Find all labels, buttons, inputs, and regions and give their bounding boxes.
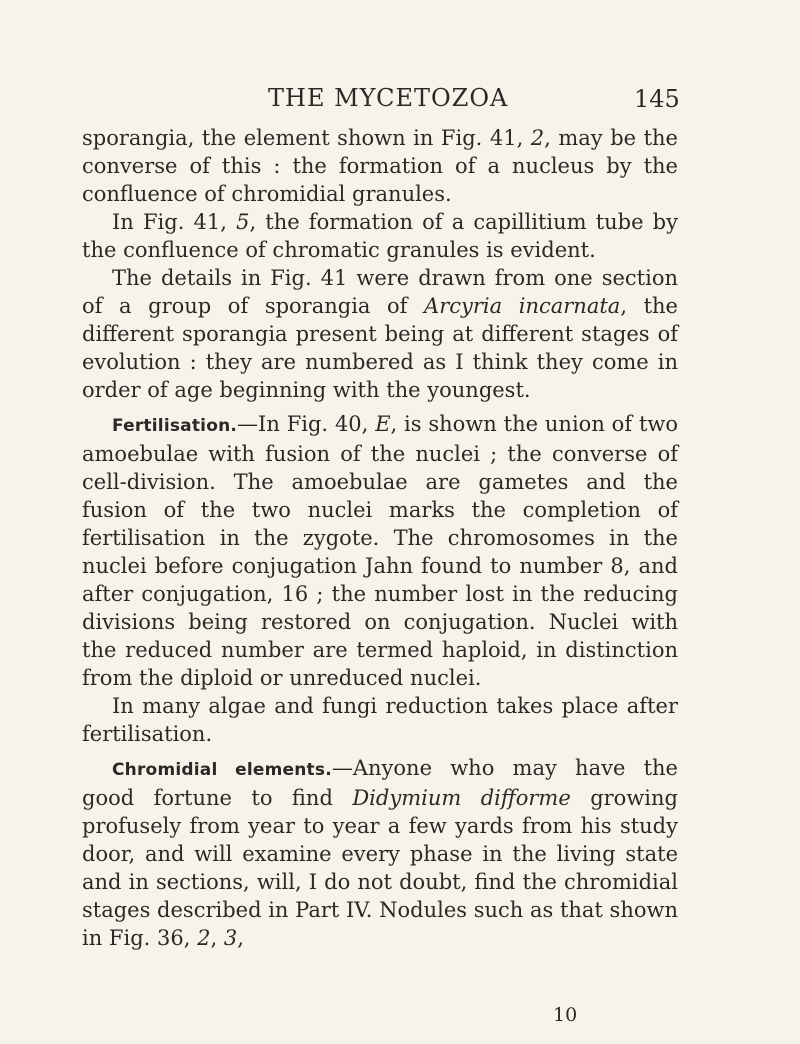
text-run: , is shown the union of two amoebulae with fusion of the nuclei ; the converse of cell-division. The amoebulae are gametes and the fusion of the two nuclei marks the completion of fertilisation in the zygote. The chromosomes in the nuclei before conjugation Jahn found to number 8, and after conjugation, 16 ; the number lost in the reducing divisions being restored on conjugation. Nuclei with the reduced number are termed haploid, in distinction from the diploid or unreduced nuclei. (82, 412, 678, 690)
text-run: , (210, 926, 224, 950)
text-run: —In Fig. 40, (237, 412, 376, 436)
paragraph-chromidial-elements (82, 754, 678, 952)
italic-species-name: Arcyria incarnata (424, 294, 621, 318)
text-run: sporangia, the element shown in Fig. 41, (82, 126, 531, 150)
text-run: —Anyone who may have the good fortune to find (82, 756, 678, 810)
italic-figure-ref: 2 (530, 126, 545, 150)
paragraph-capillitium (82, 208, 678, 264)
paragraph-figure-details (82, 264, 678, 404)
text-run: In many algae and fungi reduction takes place after fertilisation. (82, 694, 678, 746)
run-in-heading-fertilisation: Fertilisation. (112, 416, 238, 436)
italic-species-name: Didymium difforme (352, 786, 571, 810)
text-run: , (237, 926, 244, 950)
run-in-heading-chromidial: Chromidial elements. (112, 760, 332, 780)
page-number: 145 (634, 85, 680, 113)
italic-figure-ref: 3 (223, 926, 238, 950)
text-run: , may be the converse of this : the formation of a nucleus by the confluence of chromidial granules. (82, 126, 678, 206)
text-run: , the different sporangia present being at different stages of evolution : they are numbered as I think they come in order of age beginning with the youngest. (82, 294, 678, 402)
running-title: THE MYCETOZOA (268, 84, 509, 112)
italic-figure-ref: 2 (197, 926, 211, 950)
paragraph-algae-fungi (82, 692, 678, 748)
running-head (0, 84, 800, 114)
italic-figure-ref: 5 (236, 210, 250, 234)
text-run: The details in Fig. 41 were drawn from one section of a group of sporangia of (82, 266, 678, 318)
italic-figure-ref: E (375, 412, 391, 436)
paragraph-fertilisation (82, 410, 678, 692)
text-run: growing profusely from year to year a few yards from his study door, and will examine every phase in the living state and in sections, will, I do not doubt, find the chromidial stages described in Part IV. Nodules such as that shown in Fig. 36, (82, 786, 678, 950)
text-run: , the formation of a capillitium tube by the confluence of chromatic granules is evident. (82, 210, 678, 262)
paragraph-sporangia-continuation (82, 124, 678, 208)
body-text (82, 124, 678, 952)
text-run: In Fig. 41, (112, 210, 237, 234)
signature-mark: 10 (553, 1004, 578, 1026)
